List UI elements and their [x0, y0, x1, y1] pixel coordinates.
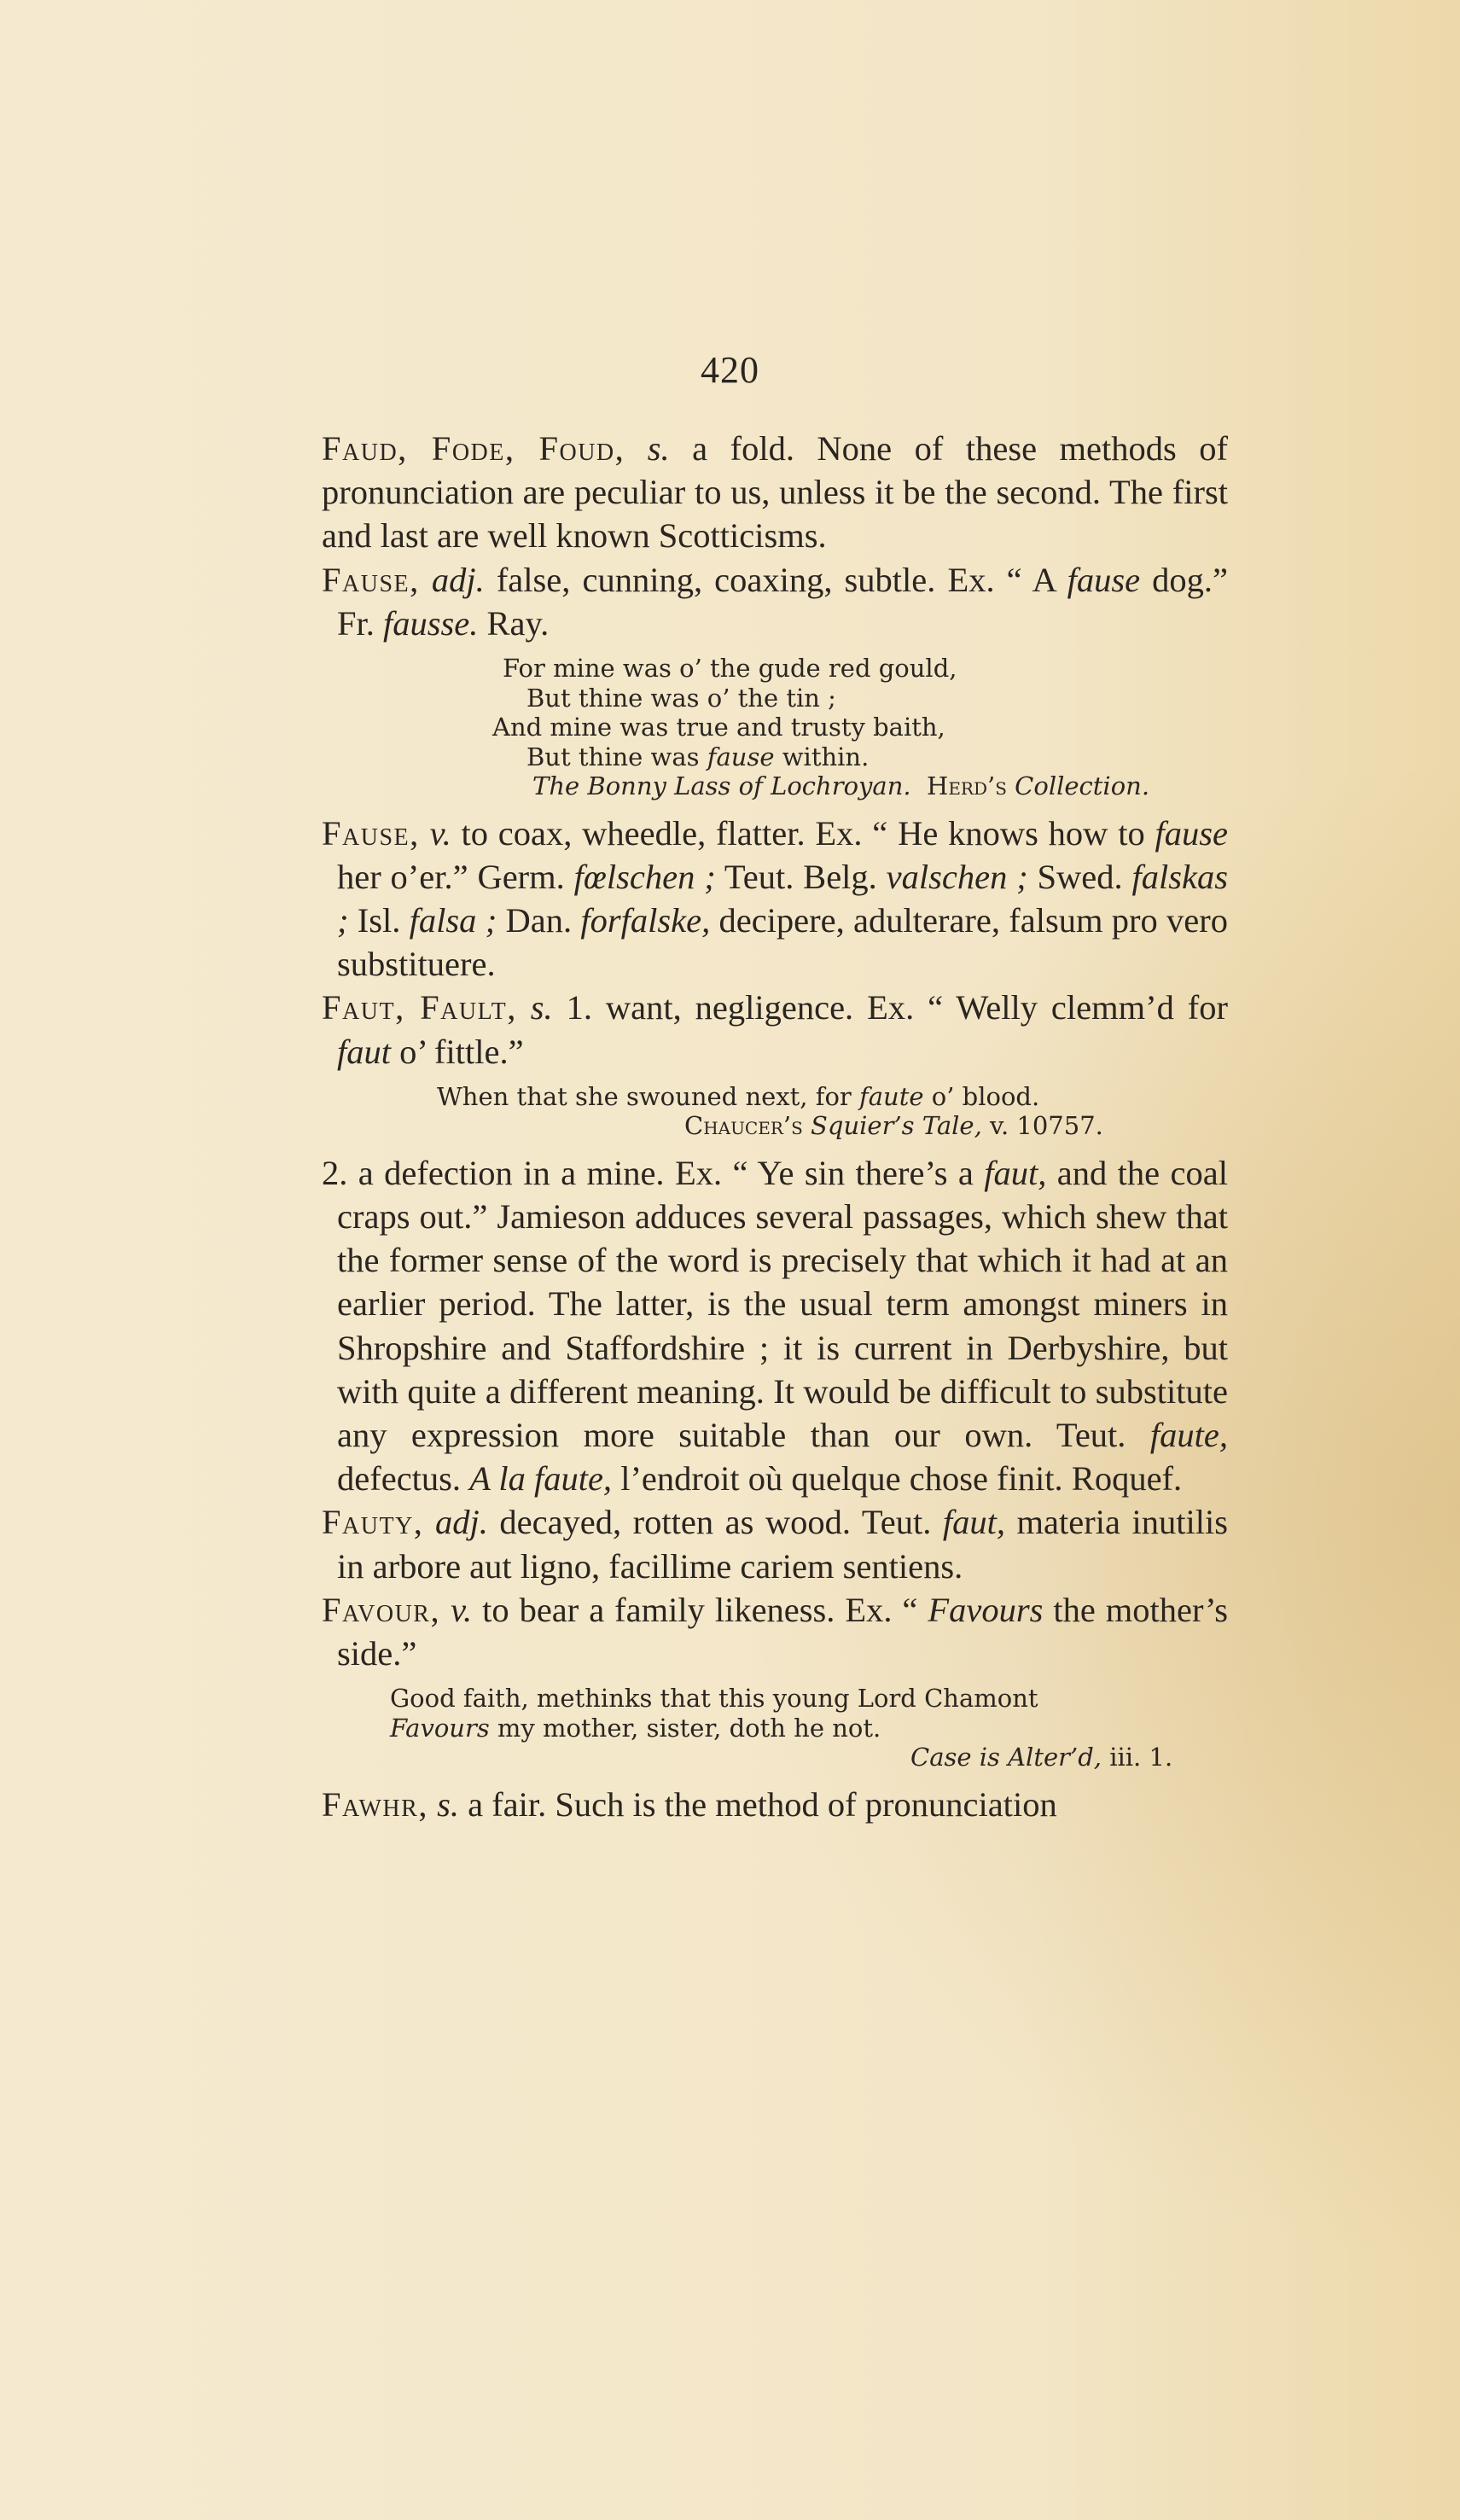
definition: materia inutilis in arbore aut ligno, facillime cariem sentiens.: [337, 1503, 1229, 1586]
part-of-speech: v.: [451, 1590, 473, 1629]
part-of-speech: adj.: [434, 1503, 488, 1542]
entry-faud: [322, 427, 1228, 558]
entry-fauty: [322, 1500, 1228, 1587]
italic-word: faut,: [984, 1153, 1047, 1192]
definition: Dan.: [497, 900, 581, 940]
italic-word: faute: [859, 1081, 924, 1111]
quotation-lochroyan: [322, 654, 1228, 801]
definition: Isl.: [348, 900, 410, 940]
quote-source: [322, 771, 1228, 801]
definition: Ray.: [478, 603, 550, 643]
quote-text: When that she swouned next, for: [437, 1081, 859, 1111]
definition: her o’er.” Germ.: [337, 857, 574, 896]
headword: Fawhr,: [322, 1784, 428, 1824]
quote-source: [322, 1111, 1228, 1141]
quote-text: within.: [774, 742, 870, 771]
italic-word: falsa ;: [409, 900, 497, 940]
entry-faut-sense-2: [322, 1151, 1228, 1501]
part-of-speech: s.: [530, 988, 553, 1027]
quote-line: [322, 742, 1228, 772]
definition: decayed, rotten as wood. Teut.: [487, 1503, 943, 1542]
quote-line: And mine was true and trusty baith,: [492, 713, 945, 742]
part-of-speech: s.: [437, 1784, 459, 1824]
quote-line: But thine was o’ the tin ;: [526, 683, 836, 713]
italic-word: fause: [707, 742, 775, 771]
definition: 1. want, negligence. Ex. “ Welly clemm’d for: [552, 988, 1229, 1027]
headword: Faut, Fault,: [322, 988, 517, 1027]
source-author: Chaucer’s: [684, 1111, 803, 1141]
entry-fawhr: [322, 1783, 1228, 1826]
source-work: Collection.: [1015, 771, 1150, 801]
entry-faut: [322, 986, 1228, 1073]
dictionary-text: [322, 427, 1228, 1826]
definition: to coax, wheedle, flatter. Ex. “ He knows how to: [451, 813, 1155, 853]
italic-word: falskas ;: [337, 857, 1229, 940]
italic-word: A la faute,: [469, 1459, 613, 1499]
quotation-chaucer: [322, 1082, 1228, 1141]
italic-word: valschen ;: [886, 857, 1028, 896]
headword: Faud, Fode, Foud,: [322, 429, 625, 468]
definition: l’endroit où quelque chose finit. Roquef.: [612, 1459, 1183, 1499]
quote-text: o’ blood.: [923, 1081, 1040, 1111]
part-of-speech: adj.: [431, 560, 485, 599]
part-of-speech: v.: [429, 813, 451, 853]
source-ref: v. 10757.: [981, 1111, 1103, 1141]
quote-text: my mother, sister, doth he not.: [489, 1713, 881, 1743]
definition: dog.” Fr.: [337, 560, 1229, 643]
entry-favour: [322, 1588, 1228, 1675]
definition: Teut. Belg.: [715, 857, 887, 896]
definition: to bear a family likeness. Ex. “: [472, 1590, 928, 1629]
headword: Fause,: [322, 560, 420, 599]
part-of-speech: s.: [647, 429, 670, 468]
quote-text: But thine was: [526, 742, 707, 771]
headword: Fauty,: [322, 1503, 424, 1542]
source-work: Squier’s Tale,: [811, 1111, 982, 1141]
definition: o’ fittle.”: [391, 1032, 524, 1071]
definition: a fold. None of these methods of pronunciation are peculiar to us, unless it be the second. The first and last are well known Scotticisms.: [322, 429, 1228, 556]
quote-line: [322, 1714, 1228, 1743]
italic-word: faute,: [1149, 1415, 1228, 1454]
definition: a fair. Such is the method of pronunciation: [458, 1784, 1057, 1824]
italic-word: fause: [1155, 813, 1229, 853]
definition: decipere, adulterare, falsum pro vero substituere.: [337, 900, 1228, 984]
definition: false, cunning, coaxing, subtle. Ex. “ A: [484, 560, 1067, 599]
headword: Favour,: [322, 1590, 441, 1629]
entry-fause-verb: [322, 812, 1228, 986]
headword: Fause,: [322, 813, 420, 853]
quote-line: Good faith, methinks that this young Lord Chamont: [390, 1684, 1038, 1714]
italic-word: fausse.: [383, 603, 479, 643]
italic-word: fœlschen ;: [573, 857, 716, 896]
italic-word: faut: [337, 1032, 392, 1071]
source-work: Case is Alter’d,: [910, 1743, 1102, 1772]
source-title: The Bonny Lass of Lochroyan.: [532, 771, 911, 801]
italic-word: faut,: [942, 1503, 1006, 1542]
source-author: Herd’s: [927, 771, 1007, 801]
page-number: 420: [701, 349, 759, 391]
quotation-case-is-altered: [322, 1684, 1228, 1772]
entry-fause-adj: [322, 558, 1228, 645]
italic-word: Favours: [928, 1590, 1044, 1629]
italic-word: fause: [1067, 560, 1141, 599]
quote-line: For mine was o’ the gude red gould,: [503, 654, 957, 684]
definition: the mother’s side.”: [337, 1590, 1228, 1673]
definition: 2. a defection in a mine. Ex. “ Ye sin there’s a: [322, 1153, 985, 1192]
definition: and the coal craps out.” Jamieson adduces several passages, which shew that the former sense of the word is precisely that which it had at an earlier period. The latter, is the usual term amongst miners in Shropshire and Staffordshire ; it is current in Derbyshire, but with quite a different meaning. It would be difficult to substitute any expression more suitable than our own. Teut.: [337, 1153, 1228, 1454]
definition: Swed.: [1027, 857, 1132, 896]
quote-line: [322, 1082, 1228, 1112]
italic-word: forfalske,: [580, 900, 711, 940]
quote-source: [322, 1743, 1228, 1772]
definition: defectus.: [337, 1459, 470, 1499]
source-ref: iii. 1.: [1102, 1743, 1173, 1772]
italic-word: Favours: [390, 1713, 490, 1743]
